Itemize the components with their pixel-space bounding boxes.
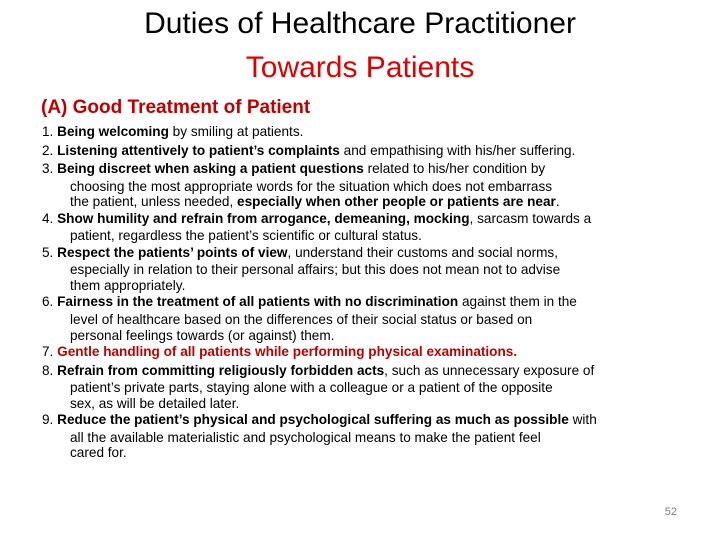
list-item-number: 9. <box>42 412 54 428</box>
list-item <box>42 244 690 294</box>
item-text-segment: Being discreet when asking a patient questions <box>53 161 364 177</box>
item-text-segment: Gentle handling of all patients while performing physical examinations. <box>53 344 518 360</box>
item-text-segment: choosing the most appropriate words for the situation which does not embarrass <box>70 178 553 194</box>
slide-title-line-1: Duties of Healthcare Practitioner <box>144 7 576 40</box>
item-text-segment: against them in the <box>458 294 577 310</box>
slide-title-line-2: Towards Patients <box>245 51 475 84</box>
section-heading: (A) Good Treatment of Patient <box>41 97 311 118</box>
item-text-segment: . <box>555 194 560 210</box>
item-text-segment: Reduce the patient’s physical and psychological suffering as much as possible <box>53 412 569 428</box>
list-item-continuation <box>42 328 690 344</box>
item-text-segment: sex, as will be detailed later. <box>70 395 240 411</box>
item-text-segment: Being welcoming <box>53 124 169 139</box>
list-item-continuation <box>42 262 690 278</box>
list-item-continuation <box>42 312 690 328</box>
list-item-continuation <box>42 278 690 294</box>
list-item-number: 4. <box>42 210 54 226</box>
item-text-segment: them appropriately. <box>70 277 186 293</box>
list-item-number: 1. <box>42 124 54 139</box>
list-item-number: 2. <box>42 142 54 158</box>
page-number: 52 <box>664 506 677 518</box>
item-text-segment: all the available materialistic and psychological means to make the patient feel <box>70 429 541 445</box>
duties-list <box>42 123 690 461</box>
item-text-segment: Refrain from committing religiously forbidden acts <box>53 362 385 378</box>
list-item-number: 8. <box>42 362 54 378</box>
item-text-segment: Listening attentively to patient’s complaints <box>53 142 340 158</box>
list-item <box>42 142 690 161</box>
list-item-continuation <box>42 380 690 396</box>
item-text-segment: patient’s private parts, staying alone with a colleague or a patient of the opposite <box>70 380 553 396</box>
item-text-segment: especially in relation to their personal affairs; but this does not mean not to advise <box>70 262 561 278</box>
item-text-segment: patient, regardless the patient’s scientific or cultural status. <box>70 228 422 244</box>
item-text-segment: personal feelings towards (or against) them. <box>70 327 335 343</box>
list-item-number: 7. <box>42 344 54 360</box>
item-text-segment: Respect the patients’ points of view <box>53 244 288 260</box>
list-item <box>42 362 690 412</box>
list-item <box>42 293 690 343</box>
list-item-continuation <box>42 396 690 412</box>
list-item <box>42 160 690 210</box>
list-item <box>42 343 690 362</box>
list-item-number: 5. <box>42 244 54 260</box>
list-item-continuation <box>42 179 690 195</box>
item-text-segment: with <box>568 412 597 428</box>
list-item-continuation <box>42 194 690 210</box>
item-text-segment: Show humility and refrain from arrogance, demeaning, mocking <box>53 210 470 226</box>
list-item <box>42 210 690 244</box>
item-text-segment: cared for. <box>70 445 127 461</box>
item-text-segment: the patient, unless needed, <box>70 194 238 210</box>
list-item-continuation <box>42 445 690 461</box>
item-text-segment: Fairness in the treatment of all patients with no discrimination <box>53 294 459 310</box>
list-item-number: 6. <box>42 294 54 310</box>
item-text-segment: , such as unnecessary exposure of <box>384 362 595 378</box>
list-item-continuation <box>42 430 690 446</box>
item-text-segment: , understand their customs and social norms, <box>287 244 559 260</box>
item-text-segment: level of healthcare based on the differences of their social status or based on <box>70 312 533 328</box>
list-item-continuation <box>42 228 690 244</box>
item-text-segment: and empathising with his/her suffering. <box>339 142 576 158</box>
item-text-segment: by smiling at patients. <box>168 124 304 139</box>
list-item <box>42 123 690 142</box>
item-text-segment: especially when other people or patients are near <box>237 194 556 210</box>
list-item <box>42 411 690 461</box>
item-text-segment: related to his/her condition by <box>363 161 546 177</box>
item-text-segment: , sarcasm towards a <box>469 210 592 226</box>
list-item-number: 3. <box>42 161 54 177</box>
